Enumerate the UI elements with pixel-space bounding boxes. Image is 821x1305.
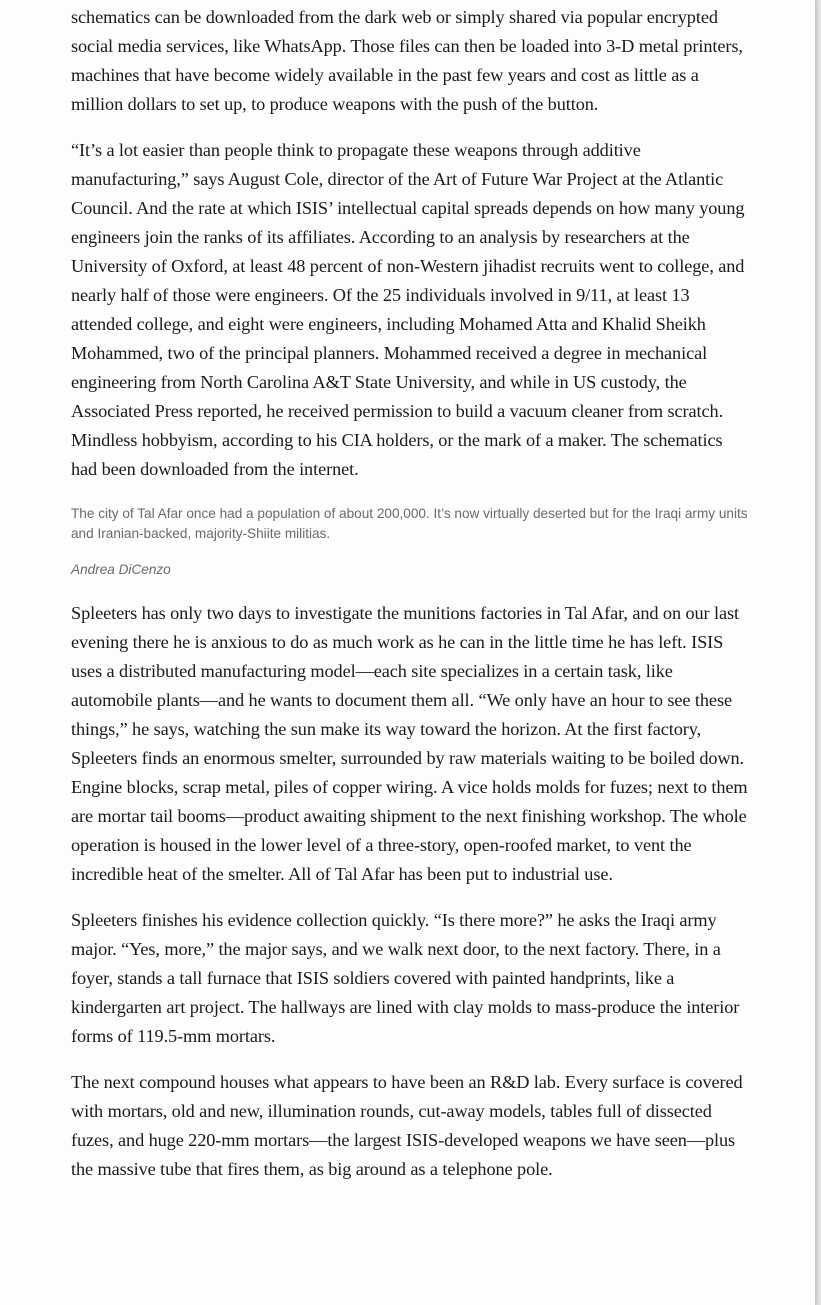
article-paragraph: The next compound houses what appears to have been an R&D lab. Every surface is covered with mortars, old and new, illumination rounds, cut-away models, tables full of dissected fuzes, and huge 220-mm mortars—the largest ISIS-developed weapons we have seen—plus the massive tube that fires them, as big around as a telephone pole.	[71, 1072, 743, 1179]
article-paragraph: “It’s a lot easier than people think to propagate these weapons through additive manufacturing,” says August Cole, director of the Art of Future War Project at the Atlantic Council. And the rate at which ISIS’ intellectual capital spreads depends on how many young engineers join the ranks of its affiliates. According to an analysis by researchers at the University of Oxford, at least 48 percent of non-Western jihadist recruits went to college, and nearly half of those were engineers. Of the 25 individuals involved in 9/11, at least 13 attended college, and eight were engineers, including Mohamed Atta and Khalid Sheikh Mohammed, two of the principal planners. Mohammed received a degree in mechanical engineering from North Carolina A&T State University, and while in US custody, the Associated Press reported, he received permission to build a vacuum cleaner from scratch. Mindless hobbyism, according to his CIA holders, or the mark of a maker. The schematics had been downloaded from the internet.	[71, 140, 745, 479]
article-paragraph: schematics can be downloaded from the dark web or simply shared via popular encrypted social media services, like WhatsApp. Those files can then be loaded into 3-D metal printers, machines that have become widely available in the past few years and cost as little as a million dollars to set up, to produce weapons with the push of the button.	[71, 7, 743, 114]
article-paragraph: Spleeters finishes his evidence collection quickly. “Is there more?” he asks the Iraqi army major. “Yes, more,” the major says, and we walk next door, to the next factory. There, in a foyer, stands a tall furnace that ISIS soldiers covered with painted handprints, like a kindergarten art project. The hallways are lined with clay molds to mass-produce the interior forms of 119.5-mm mortars.	[71, 910, 740, 1046]
article-paragraph: Spleeters has only two days to investigate the munitions factories in Tal Afar, and on our last evening there he is anxious to do as much work as he can in the little time he has left. ISIS uses a distributed manufacturing model—each site specializes in a certain task, like automobile plants—and he wants to document them all. “We only have an hour to see these things,” he says, watching the sun make its way toward the horizon. At the first factory, Spleeters finds an enormous smelter, surrounded by raw materials waiting to be boiled down. Engine blocks, scrap metal, piles of copper wiring. A vice holds molds for fuzes; next to them are mortar tail booms—product awaiting shipment to the next finishing workshop. The whole operation is housed in the lower level of a three-story, open-roofed market, to vent the incredible heat of the smelter. All of Tal Afar has been put to industrial use.	[71, 603, 748, 884]
article-body	[71, 3, 751, 1201]
photo-credit: Andrea DiCenzo	[71, 562, 171, 577]
photo-caption: The city of Tal Afar once had a population of about 200,000. It’s now virtually deserted but for the Iraqi army units and Iranian-backed, majority-Shiite militias.	[71, 506, 748, 541]
